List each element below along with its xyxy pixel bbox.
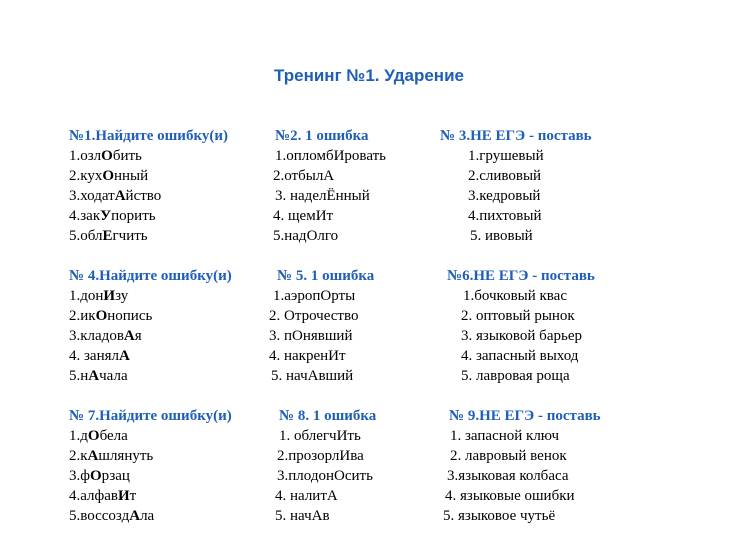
exercise-item: 1.аэропОрты bbox=[273, 288, 356, 304]
exercise-header-7: № 7.Найдите ошибку(и) bbox=[69, 408, 232, 424]
page-title: Тренинг №1. Ударение bbox=[274, 66, 464, 85]
exercise-item: 4. запасный выход bbox=[461, 348, 579, 364]
exercise-item: 4.закУпорить bbox=[69, 208, 156, 224]
exercise-item: 5. начАвший bbox=[271, 368, 354, 384]
exercise-item: 1.бочковый квас bbox=[463, 288, 567, 304]
exercise-item: 2.кухОнный bbox=[69, 168, 149, 184]
exercise-item: 2. оптовый рынок bbox=[461, 308, 575, 324]
exercise-item: 5.облЕгчить bbox=[69, 228, 148, 244]
exercise-item: 2. Отрочество bbox=[269, 308, 359, 324]
exercise-item: 4. щемИт bbox=[273, 208, 334, 224]
exercise-item: 5.воссоздАла bbox=[69, 508, 155, 524]
exercise-item: 1. запасной ключ bbox=[450, 428, 559, 444]
exercise-item: 5. языковое чутьё bbox=[443, 508, 556, 524]
exercise-header-1: №1.Найдите ошибку(и) bbox=[69, 128, 229, 144]
exercise-item: 1.донИзу bbox=[69, 288, 129, 304]
exercise-item: 5.надОлго bbox=[273, 228, 339, 244]
exercise-item: 3.кладовАя bbox=[69, 328, 142, 344]
exercise-item: 1.озлОбить bbox=[69, 148, 142, 164]
exercise-item: 4. занялА bbox=[69, 348, 130, 364]
exercise-item: 3.фОрзац bbox=[69, 468, 130, 484]
exercise-item: 3. языковой барьер bbox=[461, 328, 582, 344]
exercise-item: 4. языковые ошибки bbox=[445, 488, 575, 504]
exercise-item: 3.кедровый bbox=[468, 188, 541, 204]
exercise-item: 4.пихтовый bbox=[468, 208, 542, 224]
exercise-item: 1.опломбИровать bbox=[275, 148, 386, 164]
exercise-item: 5. лавровая роща bbox=[461, 368, 570, 384]
exercise-header-5: № 5. 1 ошибка bbox=[277, 268, 375, 284]
exercise-item: 2.прозорлИва bbox=[277, 448, 364, 464]
exercise-item: 3.плодонОсить bbox=[277, 468, 373, 484]
exercise-item: 2.отбылА bbox=[273, 168, 335, 184]
exercise-item: 4. накренИт bbox=[269, 348, 346, 364]
exercise-header-3: № 3.НЕ ЕГЭ - поставь bbox=[440, 128, 592, 144]
exercise-header-6: №6.НЕ ЕГЭ - поставь bbox=[447, 268, 595, 284]
exercise-item: 1.дОбела bbox=[69, 428, 128, 444]
exercise-item: 5.нАчала bbox=[69, 368, 128, 384]
exercise-item: 1. облегчИть bbox=[279, 428, 361, 444]
exercise-item: 3. наделЁнный bbox=[275, 188, 370, 204]
exercise-item: 3.ходатАйство bbox=[69, 188, 162, 204]
exercise-header-9: № 9.НЕ ЕГЭ - поставь bbox=[449, 408, 601, 424]
exercise-item: 2.сливовый bbox=[468, 168, 542, 184]
exercise-item: 5. ивовый bbox=[470, 228, 533, 244]
exercise-header-4: № 4.Найдите ошибку(и) bbox=[69, 268, 232, 284]
exercise-header-8: № 8. 1 ошибка bbox=[279, 408, 377, 424]
exercise-header-2: №2. 1 ошибка bbox=[275, 128, 369, 144]
exercise-item: 2.икОнопись bbox=[69, 308, 153, 324]
exercise-item: 5. начАв bbox=[275, 508, 330, 524]
exercise-item: 1.грушевый bbox=[468, 148, 544, 164]
exercise-item: 3.языковая колбаса bbox=[447, 468, 569, 484]
exercise-item: 2.кАшлянуть bbox=[69, 448, 154, 464]
exercise-item: 4.алфавИт bbox=[69, 488, 137, 504]
exercise-item: 3. пОнявший bbox=[269, 328, 353, 344]
exercise-item: 2. лавровый венок bbox=[450, 448, 567, 464]
exercise-item: 4. налитА bbox=[275, 488, 338, 504]
